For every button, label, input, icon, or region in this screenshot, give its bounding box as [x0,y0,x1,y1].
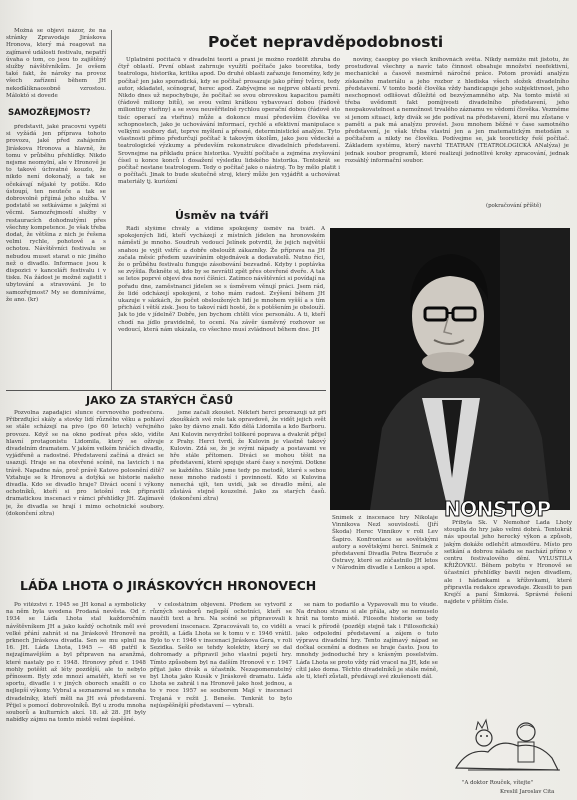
lada-column-1 [6,602,146,794]
actor-photo [330,228,570,510]
lada-text-2: v celostátním objevení. Předem se vytvořil z různých souborů nejlepší ochotníci, kteří se naučili text a hru. Na scéně se připravovali k provedení inscenace. Zpracovávali to, co viděli a prožili, a Láďa Lhota se k tomu v r. 1946 vrátil. Bylo to v r. 1946 v inscenaci Jiráskova Gera, v roli Sezidka. Sešlo se tehdy kolektiv, který se dal dohromady a připravil jeho vlastní pojetí hry. Tímto způsobem byl na dalším Hronově v r. 1947 přijat jako divák a účastník. Nezapomenutelný byl Lhota jako Kusák v Jiráskově dramatu. Láďa Lhota se zahrál i na Hronově jako host jednou, a to v roce 1957 se souborem Mají v inscenaci Trojaná v režii J. Beneše. Tenkrát to bylo nejúspěšnější představení — vybrali. [150,602,292,709]
nonstop-text: Přibyla Sk. V Nemohoř Lada Lhoty stoupila do hry jako velmi dobrá. Tentokrát nás upoutal jeho herecký výkon a způsob, jakým dokáže odlehčit atmosféru. Místo pro setkání a dobrou náladu se nachází přímo v centru festivalového dění. VYLUSTILA KŘIŽOVKU. Během pobytu v Hronově se účastníci přehlídky bavili nejen divadlem, ale i hádankami a křížovkami, které připravila redakce zpravodaje. Zkusili to pan Krejčí a paní Šimková. Správné řešení najdete v příštím čísle. [444,520,572,606]
lada-column-2 [150,602,292,794]
main-headline: Počet nepravděpodobnosti [208,33,444,51]
jako-text-left: Pozvolna zapadající slunce červnového podvečera. Přibrzďující skály a stovky lidí různého věku a pohlaví se stále scházejí na pivo (po 60 letech) veřejného provozu. Když se na okno podívat přes sklo, vidíte hlavní protagonistu Lidomila, který se oživuje divadelním dramatem. V jakém velkém hráčích divadlo, vyjádřeně a radostné. Představení začíná a diváci se usazují. Hraje se na otevřené scéně, na lavicích i na trávě. Napadne nás, proč právě Katovo polosnění dítě? Vztahuje se k Hronovu a dotýká se historie našeho divadla. Kdo se divadlo hraje? Diváci ocení i výkony ochotníků, kteří si pro letošní rok připravili dramatickou inscenaci v rámci přehlídky JH. Zajímavé je, že divadla se hrají i mimo ochotnické soubory. (dokončení zítra) [6,410,164,517]
jako-column-left [6,410,164,570]
intro-text: Možná se objeví názor, že na stránky Zpravodaje Jiráskova Hronova, který má reagovat na zajímavé události festivalu, nepatří úvaha o tom, co jsou to zajištěný služby návštěvníkům. Je ovšem také fakt, že nároky na provoz všech zařízení během JH nekoďálíknaosobně vzrostou. Máloktó si dovede [6,28,106,98]
usmev-heading: Úsměv na tváři [175,209,269,222]
article-text-3: noviny, časopisy po všech knihovnách světa. Nikdy nemůže mít jistotu, že prostudoval všechny a navíc tato činnost obsahuje množství neefektivní, mechanické a časově nesmírně náročné práce. Potom provádí analýzu získaného materiálu a jeho rozbor z hlediska všech složek divadelního představení. V tomto bodě člověka vždy handicapuje jeho subjektivnost, jeho neschopnost odlišovat důležité od bezvýznamného atp. Na tomto místě si třeba uvědomit fakt pomíjivosti divadelního představení, jeho neopakovatelnost a nemožnost trvalého záznamu ve vědomí člověka. Vezměme si jenom situaci, kdy divák se jde podívat na představení, které mu zůstane v paměti a pak má analýzu provést. Jsou mnohem běžné v čase samotného představení, je však třeba vlastní jen a jen matematickým metodám s počítačem a nikdy ne člověku. Podívejme se, jak teoreticky řeší počítač. Základem systému, který navrhl TEATRAN (TEATROLOGICKÁ ANalýza) je jednak soubor programů, které realizují jednotlivé kroky zpracování, jednak rozsáhlý informační soubor. [345,57,569,164]
cartoon-caption: "A doktor Rouček, vítejte" [462,780,534,786]
photo-caption: Snímek z inscenace hry Nikolaje Vinnikova Nezl souvislostí. (Jiří Škoda) Herec Vinnikov v roli Lev Šapiro. Konfrontace se sovětskými autory a sovětskými herci. Snímek z představení Divadla Petra Bezruče z Ostravy, které se zúčastnilo JH letos v Národním divadle s Lenkou a spol. [332,515,438,572]
lada-headline: LÁĎA LHOTA O JIRÁSKOVÝCH HRONOVECH [20,578,317,593]
samozrejmost-column [6,124,106,387]
jako-heading: JAKO ZA STARÝCH ČASŮ [86,394,234,407]
samozrejmost-heading: SAMOZŘEJMOST? [8,108,91,118]
article-column-3 [345,57,569,199]
jako-column-right [170,410,326,570]
samozrejmost-text: představit, jaké pracovní vypětí si vyžádá jen příprava tohoto provozu, jaké před zahájením Jiráskova Hronova a hlavně, že tomu v průběhu přehlídky. Nikdo nejsme neomylní, ale v Hronově je to takové úchvatné kouzlo, že nikdo není dokonalý, a tak se očekávají nějaké ty potíže. Kdo ústoupí, ten neuteče a tak se dobrovolně přijímá jeho služba. V podstatě se setkáváme s jakými si věcmi. Samozřejmostí služby v restauracích dohodnutými přes všechny kompetence. Je však třeba dodat, že většina z nich je řešena velmi rychle, pohotově a s ochotou. Návštěvníci festivalu se nebudou muset starat o nic jiného než o divadlo. Informace jsou k dispozici v kanceláři festivalu i v tisku. Na žádost je možné zajistit i ubytování a stravování. Je to samozřejmost? My se domníváme, že ano. (kr) [6,124,106,303]
column-divider [111,30,112,390]
lada-text-3: se nám to podařilo a Vypavovali mu to všude. Na druhou stranu si ale přála, aby se nemuselo hrát na tomto místě. Filosofie historie se tedy vrací k přírodě (později stejně tak i Fillosofická) jako odpolední představení a zájem o tuto výpravu divadelní hry. Tento zajímavý nápad se dočkal ocenění a dodnes se hraje často. Jsou to mnohdy jednoduché hry s krásným poselstvím. Láďa Lhota se proto vždy rád vracel na JH, kde se cítil jako doma. Těchto divadelníků je stále méně, ale ti, kteří zůstali, předávají své zkušenosti dál. [296,602,438,681]
lada-text-1: Po vítězství r. 1945 se JH konal a symbolicky na něm byla uvedena Prodaná nevěsta. Od r. 1934 se Láďa Lhota stal každoročním návštěvníkem JH a jako každý ochotník měl své velké přání zahrát si na Jiráskově Hronově na prknech Jiráskova divadla. Sen se mu splnil na 16. JH. Láďa Lhota, 1945 — 48 patřil k nejzajímavějším a byl připraven na aranžmá, které nastaly po r. 1948. Hronovy před r. 1948 mohly potěšit až léty pozdější, ale to nebylo přínosem. Byly zde mnozí amatéři, kteří se ve sportu, divadle i v jiných oborech snažili o co nejlepší výkony. Vybral a seznamoval se s mnoha divadelníky, kteří měli na JH svá představení. Přijel s pomocí dobrovolníků. Byl u zrodu mnoha souborů a kulturních akcí. 18. až 28. JH byly nabídky zájmu na tomto místě velmi úspěšné. [6,602,146,724]
cartoon-credit: Kreslil Jaroslav Cita [500,789,555,795]
actor-portrait-image [330,228,570,510]
continuation-note: (pokračování příště) [486,203,542,209]
section-rule-top [6,390,326,391]
usmev-column [118,226,325,386]
nonstop-column [444,520,572,706]
article-text-2: Uplatnění počítačů v divadelní teorii a praxi je možno rozdělit zhruba do čtyř oblastí. První oblast zahrnuje využití počítače jako teoretika, tedy teatrologa, historika, kritika apod. Do druhé oblasti zařazuje fenomény, kdy je počítač jen jako sporadická, kdy se počítač prosazuje jako přímý tvůrce, tedy autor, skladatel, scénograf, herec apod. Zabývejme se nejprve oblastí první. Nikdo dnes už nepochybuje, že počítač se svou obrovskou kapacitou paměti (řádově miliony bitů), se svou velmi krátkou vybavovací dobou (řádově miliontiny vteřiny) a se svou neuvěřitelně rychlou operační dobou (řádově sto tisíc operací za vteřinu) může a dokonce musí především člověka ve schopnostech, jako je uchovávání informací, rychlé a efektivní manipulace s velkými soubory dat, teprve myšlení a přesné, deterministické analýze. Tyto vlastnosti přímo předurčují počítač k takovým úkolům, jako jsou vědecké a teatrologické výzkumy a především rekonstrukce divadelních představení. Srovnejme na příkladu práce historika. Využití počítače a zejména zvyšování čísel u konce konců i dosažení výsledku lidského historika. Tentokrát se počítač nestane teatrologem. Tedy o počítač jako o nástroj. To by mělo platit i o počítači. Jinak to bude skutečně stroj, který může jen vyjádřit a uchovávat materiály tj. kuriózní [118,57,340,186]
jako-text-right: jsme začali zkoušet. Někteří herci prozrazují už při zkouškách své role tak opravdově, že vidět jejich svět jako by dávno znali. Kdo dělá Lidomila a kdo Barboru. Ani Kulovin nevydržel tolikeré poprava a dvakrát přijel z Prahy. Herci tvrdí, že Kulovin je vlastně takový Kulovin. Zdá se, že je svými nápady a postavami ve hře stále přítomen. Diváci se mohou těšit na představení, které spojuje staré časy s novými. Dotkne se každého. Stále jsme tedy po metodě, které s sebou nese mnoho radostí i povinností. Kdo si Kulovina nenechá ujít, ten uvidí, jak se divadlo mění, ale zůstává stejně kouzelné. Jako za starých časů. (dokončení zítra) [170,410,326,503]
usmev-text: Rádi slyšíme chvály a vidíme spokojený úsměv na tváři. A spokojených lidí, kteří vycházejí z místních jídelen na hronovském náměstí je mnoho. Soudruh vedoucí Jelínek potvrdil, že jejich největší snahou je vyjít vstříc a dobře obsloužit zákazníky. Že příprava na JH začala měsíc předem uzavíráním objednávek a dodavatelů. Nutno říci, že o průběhu festivalu funguje zásobování bezvadně. Kdyby i poptávka se zvýšila. Řekněte si, kdo by se nevrátil zpět přes otevřené dveře. A tak se letos poprvé objeví dva noví číšníci. Zatímco návštěvníci si povídají na pořadu dne, zaměstnanci jídelen se s úsměvem věnují práci. Jsem rád, že lidé odcházejí spokojeni, z toho mám radost. Zvýšení během JH ukazuje v sázkách, že počet obsloužených lidí je mnohem vyšší a s tím přichází i větší zisk. Jsou to takoví rádi hosté, že s potěšením je obslouží. Jak to jde v jídelně? Dobře, jen bychom chtěli více personálu. A ti, kteří chodí na jídlo pravidelně, to ocení. Na závěr úsměvný rozhovor se vedoucí, která nám ukázala, co všechno musí zvládnout během dne. JH [118,226,325,333]
intro-column [6,28,106,98]
article-column-2 [118,57,340,220]
lada-column-3 [296,602,438,794]
nonstop-heading: NONSTOP [444,497,551,521]
cartoon-illustration [448,708,572,778]
